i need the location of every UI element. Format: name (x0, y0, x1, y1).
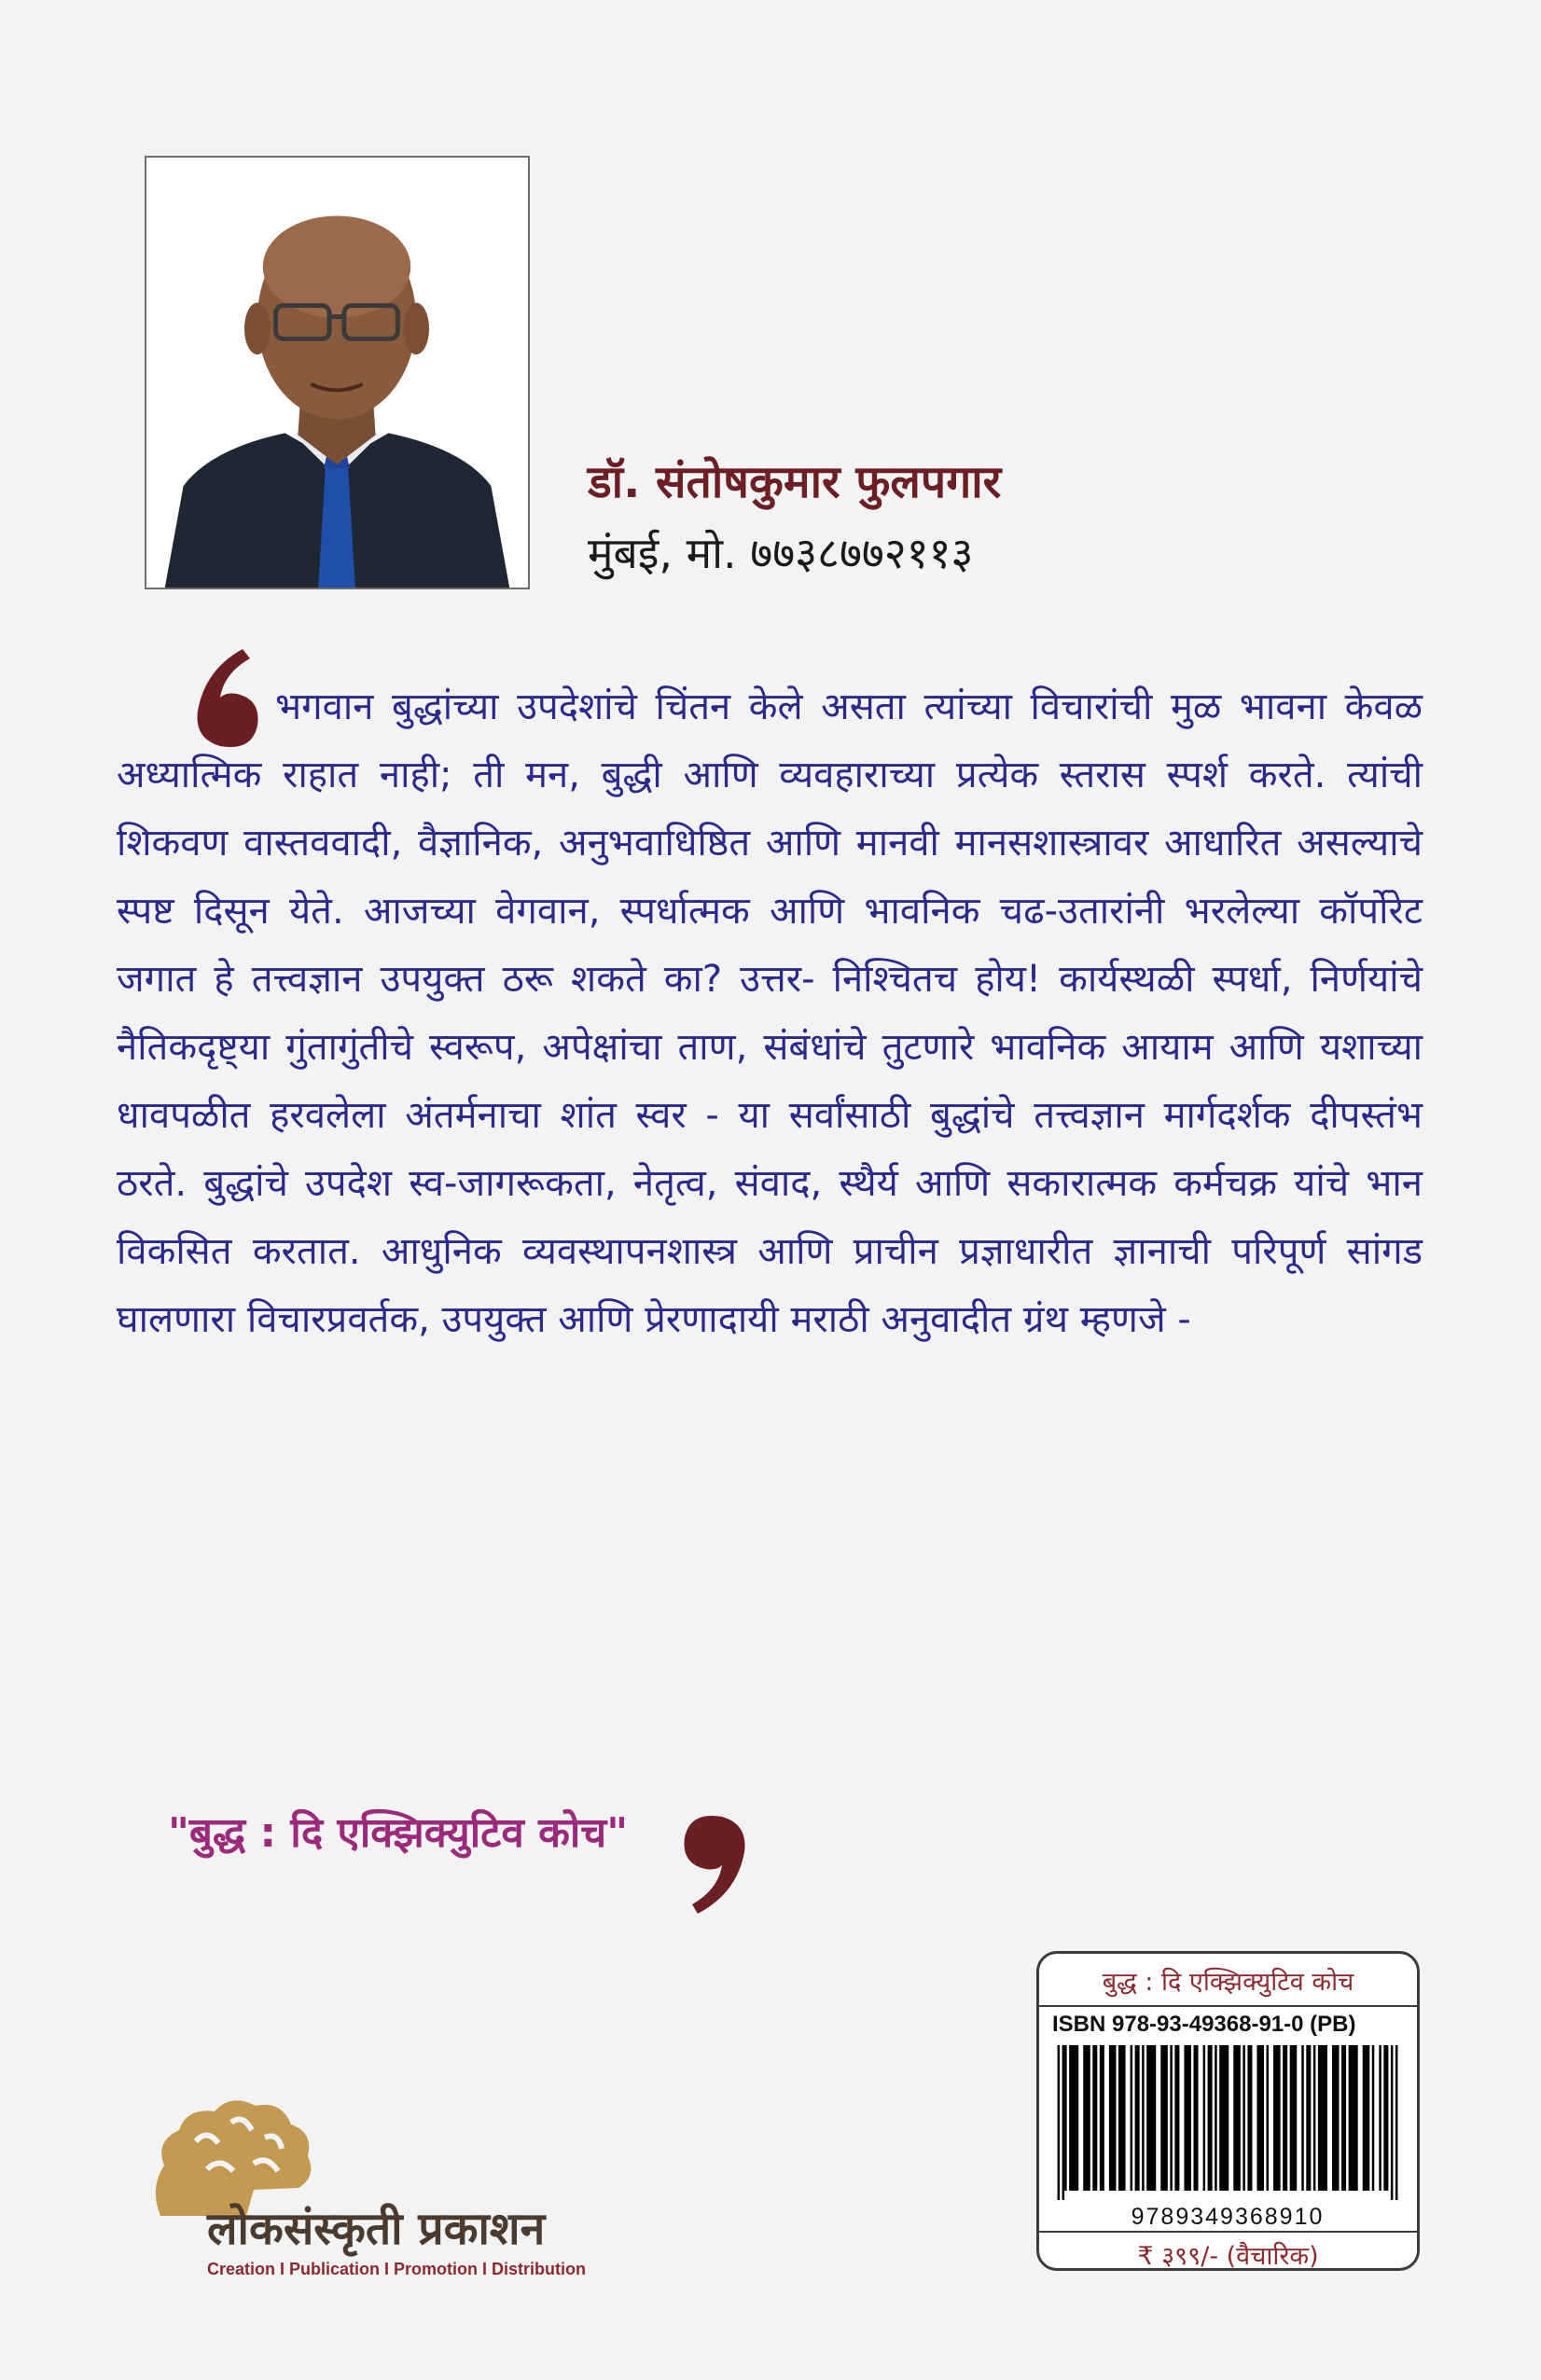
book-title-quote: "बुद्ध : दि एक्झिक्युटिव कोच" (168, 1809, 629, 1857)
divider (1039, 2231, 1417, 2233)
isbn-number: ISBN 978-93-49368-91-0 (PB) (1052, 2012, 1356, 2037)
close-quote-icon (670, 1807, 757, 1921)
author-contact: मुंबई, मो. ७७३८७७२११३ (588, 528, 974, 578)
author-photo (145, 156, 530, 589)
barcode-image (1050, 2045, 1405, 2200)
divider (1039, 2005, 1417, 2007)
publisher-name: लोकसंस्कृती प्रकाशन (207, 2203, 546, 2255)
author-portrait-image (146, 158, 528, 588)
publisher-tagline: Creation I Publication I Promotion I Distribution (207, 2260, 587, 2278)
barcode-digits: 9789349368910 (1131, 2204, 1325, 2230)
blurb-paragraph: भगवान बुद्धांच्या उपदेशांचे चिंतन केले असता त्यांच्या विचारांची मुळ भावना केवळ अध्यात्मिक राहात नाही; ती मन, बुद्धी आणि व्यवहाराच्या प्रत्येक स्तरास स्पर्श करते. त्यांची शिकवण वास्तववादी, वैज्ञानिक, अनुभवाधिष्ठित आणि मानवी मानसशास्त्रावर आधारित असल्याचे स्पष्ट दिसून येते. आजच्या वेगवान, स्पर्धात्मक आणि भावनिक चढ-उतारांनी भरलेल्या कॉर्पोरेट जगात हे तत्त्वज्ञान उपयुक्त ठरू शकते का? उत्तर- निश्चितच होय! कार्यस्थळी स्पर्धा, निर्णयांचे नैतिकदृष्ट्या गुंतागुंतीचे स्वरूप, अपेक्षांचा ताण, संबंधांचे तुटणारे भावनिक आयाम आणि यशाच्या धावपळीत हरवलेला अंतर्मनाचा शांत स्वर - या सर्वांसाठी बुद्धांचे तत्त्वज्ञान मार्गदर्शक दीपस्तंभ ठरते. बुद्धांचे उपदेश स्व-जागरूकता, नेतृत्व, संवाद, स्थैर्य आणि सकारात्मक कर्मचक्र यांचे भान विकसित करतात. आधुनिक व्यवस्थापनशास्त्र आणि प्राचीन प्रज्ञाधारीत ज्ञानाची परिपूर्ण सांगड घालणारा विचारप्रवर्तक, उपयुक्त आणि प्रेरणादायी मराठी अनुवादीत ग्रंथ म्हणजे - (117, 685, 1423, 1341)
isbn-box-title: बुद्ध : दि एक्झिक्युटिव कोच (1102, 1968, 1354, 1997)
author-name: डॉ. संतोषकुमार फुलपगार (588, 456, 1002, 508)
book-price: ₹ ३९९/- (वैचारिक) (1137, 2242, 1319, 2271)
isbn-barcode-box (1036, 1951, 1420, 2271)
